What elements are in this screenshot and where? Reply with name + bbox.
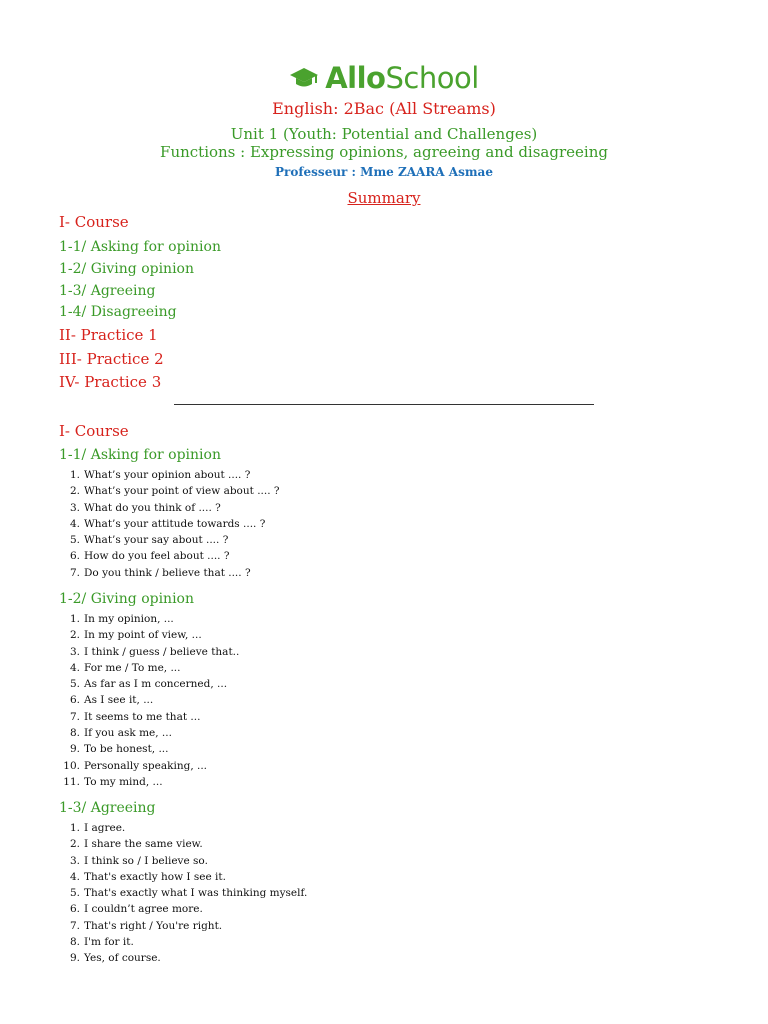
logo-text: AlloSchool bbox=[325, 61, 479, 95]
list-item-number: 8. bbox=[69, 727, 80, 740]
list-item-text: I couldn’t agree more. bbox=[84, 903, 203, 916]
list-item-number: 6. bbox=[69, 694, 80, 707]
section-divider bbox=[174, 404, 594, 405]
list-item-number: 5. bbox=[69, 678, 80, 691]
list-item-number: 5. bbox=[69, 534, 80, 547]
course-heading: I- Course bbox=[59, 422, 129, 440]
summary-entry-agreeing: 1-3/ Agreeing bbox=[59, 283, 156, 299]
list-item-number: 5. bbox=[69, 887, 80, 900]
list-item-number: 3. bbox=[69, 854, 80, 867]
list-item-number: 7. bbox=[69, 566, 80, 579]
list-item-number: 2. bbox=[69, 485, 80, 498]
list-item-text: I agree. bbox=[84, 822, 126, 834]
list-item bbox=[60, 820, 307, 836]
list-item-number: 4. bbox=[69, 661, 80, 674]
unit-title: Unit 1 (Youth: Potential and Challenges) bbox=[230, 125, 538, 143]
list-item bbox=[60, 934, 307, 950]
list-item bbox=[60, 676, 239, 692]
list-item-number: 6. bbox=[69, 550, 80, 563]
list-item-text: If you ask me, ... bbox=[84, 727, 172, 740]
list-item bbox=[60, 516, 280, 532]
alloschool-logo bbox=[0, 58, 768, 98]
functions-title: Functions : Expressing opinions, agreeing and disagreeing bbox=[160, 143, 608, 161]
list-item-number: 8. bbox=[69, 936, 80, 949]
agreeing-list bbox=[60, 820, 307, 967]
summary-entry-practice-3: IV- Practice 3 bbox=[59, 373, 162, 391]
list-item bbox=[60, 660, 239, 676]
list-item-text: Yes, of course. bbox=[84, 952, 161, 965]
list-item bbox=[60, 836, 307, 852]
list-item-text: I'm for it. bbox=[84, 936, 134, 949]
summary-entry-asking: 1-1/ Asking for opinion bbox=[59, 239, 221, 255]
list-item bbox=[60, 869, 307, 885]
list-item-number: 4. bbox=[69, 517, 80, 530]
list-item-text: That's exactly what I was thinking myself. bbox=[84, 887, 308, 900]
list-item-number: 9. bbox=[69, 743, 80, 756]
summary-entry-course: I- Course bbox=[59, 213, 129, 231]
list-item-number: 4. bbox=[69, 870, 80, 883]
list-item bbox=[60, 532, 280, 548]
summary-entry-practice-1: II- Practice 1 bbox=[59, 326, 158, 344]
list-item-text: I think so / I believe so. bbox=[84, 854, 208, 867]
list-item-text: To my mind, ... bbox=[84, 775, 163, 788]
list-item bbox=[60, 644, 239, 660]
list-item bbox=[60, 627, 239, 643]
list-item-text: What’s your say about .... ? bbox=[84, 534, 229, 547]
list-item-text: What do you think of .... ? bbox=[84, 501, 221, 514]
list-item bbox=[60, 548, 280, 564]
list-item-text: As I see it, ... bbox=[84, 694, 154, 707]
list-item bbox=[60, 725, 239, 741]
list-item-number: 2. bbox=[69, 838, 80, 851]
list-item-text: What’s your attitude towards .... ? bbox=[84, 517, 266, 530]
section-heading-agreeing: 1-3/ Agreeing bbox=[59, 800, 156, 816]
list-item-number: 7. bbox=[69, 710, 80, 723]
list-item-number: 2. bbox=[69, 629, 80, 642]
list-item bbox=[60, 483, 280, 499]
list-item bbox=[60, 853, 307, 869]
list-item-number: 11. bbox=[63, 775, 80, 788]
list-item bbox=[60, 500, 280, 516]
list-item-text: In my opinion, ... bbox=[84, 613, 174, 625]
summary-entry-practice-2: III- Practice 2 bbox=[59, 350, 164, 368]
section-heading-giving: 1-2/ Giving opinion bbox=[59, 591, 194, 607]
summary-heading: Summary bbox=[347, 189, 421, 207]
list-item bbox=[60, 565, 280, 581]
section-heading-asking: 1-1/ Asking for opinion bbox=[59, 447, 221, 463]
list-item-text: That's exactly how I see it. bbox=[84, 870, 226, 883]
list-item bbox=[60, 885, 307, 901]
list-item-text: For me / To me, ... bbox=[84, 661, 181, 674]
list-item-text: To be honest, ... bbox=[84, 743, 169, 756]
subject-title: English: 2Bac (All Streams) bbox=[272, 99, 496, 118]
list-item-text: In my point of view, ... bbox=[84, 629, 202, 642]
list-item-text: What’s your opinion about .... ? bbox=[84, 469, 251, 481]
list-item-number: 1. bbox=[69, 822, 80, 834]
list-item-number: 1. bbox=[69, 469, 80, 481]
list-item-number: 9. bbox=[69, 952, 80, 965]
list-item bbox=[60, 611, 239, 627]
list-item-text: I share the same view. bbox=[84, 838, 203, 851]
list-item-text: Do you think / believe that .... ? bbox=[84, 566, 251, 579]
list-item bbox=[60, 918, 307, 934]
list-item-number: 6. bbox=[69, 903, 80, 916]
list-item-number: 1. bbox=[69, 613, 80, 625]
list-item bbox=[60, 741, 239, 757]
list-item bbox=[60, 709, 239, 725]
summary-entry-disagreeing: 1-4/ Disagreeing bbox=[59, 304, 177, 320]
asking-opinion-list bbox=[60, 467, 280, 581]
list-item bbox=[60, 758, 239, 774]
list-item-text: It seems to me that ... bbox=[84, 710, 201, 723]
list-item-number: 7. bbox=[69, 919, 80, 932]
professor-name: Professeur : Mme ZAARA Asmae bbox=[275, 165, 493, 179]
list-item-text: What’s your point of view about .... ? bbox=[84, 485, 280, 498]
list-item-text: I think / guess / believe that.. bbox=[84, 645, 240, 658]
list-item-text: As far as I m concerned, ... bbox=[84, 678, 228, 691]
list-item bbox=[60, 950, 307, 966]
list-item bbox=[60, 467, 280, 483]
list-item-number: 3. bbox=[69, 501, 80, 514]
graduation-cap-icon bbox=[289, 67, 319, 89]
list-item bbox=[60, 692, 239, 708]
list-item bbox=[60, 901, 307, 917]
list-item-text: That's right / You're right. bbox=[84, 919, 223, 932]
summary-entry-giving: 1-2/ Giving opinion bbox=[59, 261, 194, 277]
list-item bbox=[60, 774, 239, 790]
list-item-text: Personally speaking, ... bbox=[84, 759, 208, 772]
giving-opinion-list bbox=[60, 611, 239, 790]
list-item-number: 10. bbox=[63, 759, 80, 772]
list-item-number: 3. bbox=[69, 645, 80, 658]
list-item-text: How do you feel about .... ? bbox=[84, 550, 230, 563]
